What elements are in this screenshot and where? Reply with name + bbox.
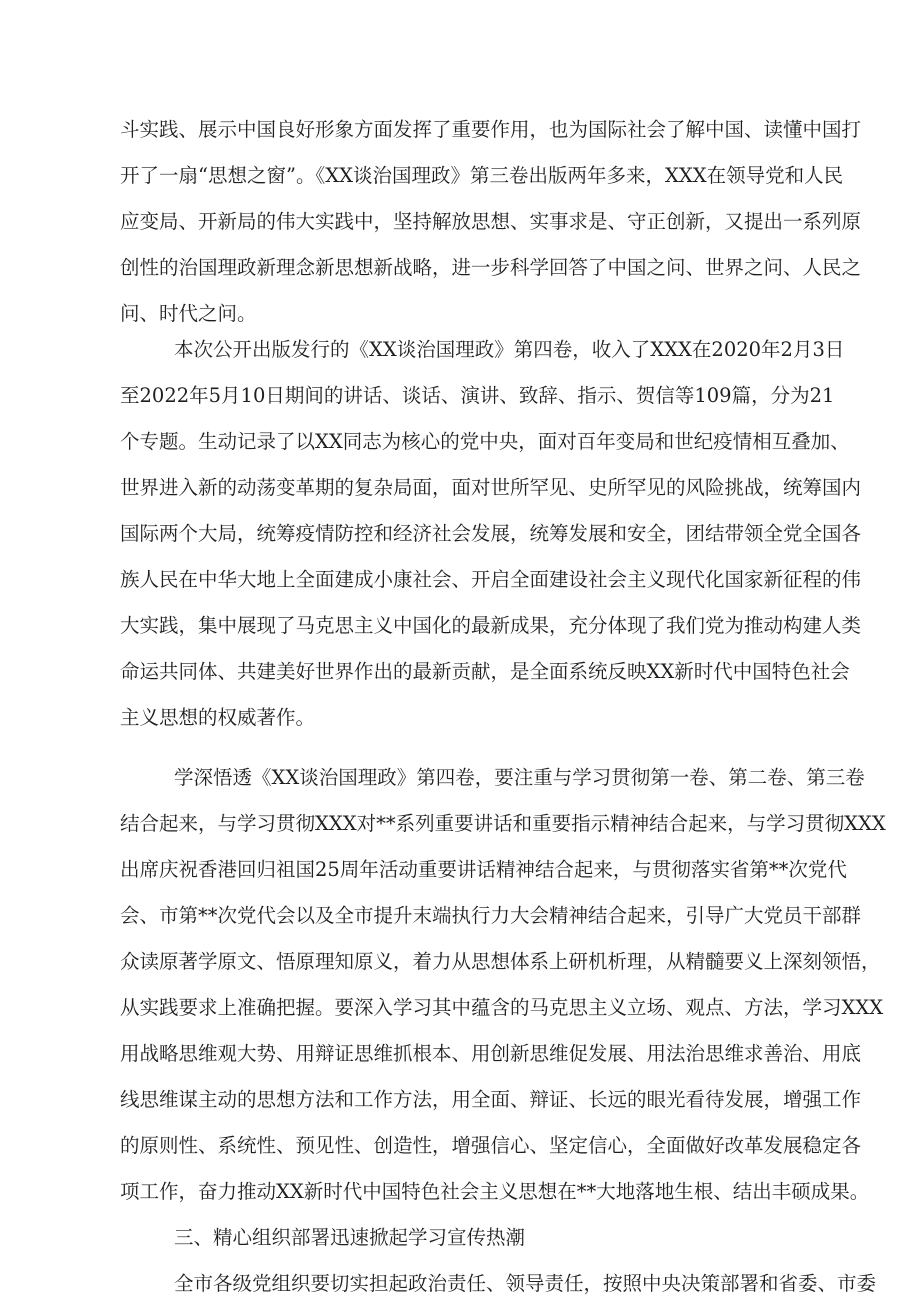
paragraph-1-line-1: 斗实践、展示中国良好形象方面发挥了重要作用，也为国际社会了解中国、读懂中国打	[120, 118, 862, 141]
paragraph-1-line-5: 问、时代之问。	[120, 302, 257, 325]
paragraph-3-line-3: 出席庆祝香港回归祖国25周年活动重要讲话精神结合起来，与贯彻落实省第**次党代	[120, 858, 847, 881]
paragraph-3-line-4: 会、市第**次党代会以及全市提升末端执行力大会精神结合起来，引导广大党员干部群	[120, 904, 862, 927]
paragraph-4-line-1: 全市各级党组织要切实担起政治责任、领导责任，按照中央决策部署和省委、市委	[174, 1272, 877, 1295]
paragraph-3-line-6: 从实践要求上准确把握。要深入学习其中蕴含的马克思主义立场、观点、方法，学习XXX	[120, 996, 884, 1019]
paragraph-1-line-3: 应变局、开新局的伟大实践中，坚持解放思想、实事求是、守正创新，又提出一系列原	[120, 210, 862, 233]
paragraph-2-line-3: 个专题。生动记录了以XX同志为核心的党中央，面对百年变局和世纪疫情相互叠加、	[120, 430, 850, 453]
paragraph-2-line-4: 世界进入新的动荡变革期的复杂局面，面对世所罕见、史所罕见的风险挑战，统筹国内	[120, 476, 862, 499]
paragraph-2-line-1: 本次公开出版发行的《XX谈治国理政》第四卷，收入了XXX在2020年2月3日	[174, 338, 845, 361]
paragraph-3-line-5: 众读原著学原文、悟原理知原义，着力从思想体系上研机析理，从精髓要义上深刻领悟，	[120, 950, 881, 973]
paragraph-2-line-8: 命运共同体、共建美好世界作出的最新贡献，是全面系统反映XX新时代中国特色社会	[120, 660, 850, 683]
paragraph-2-line-9: 主义思想的权威著作。	[120, 706, 316, 729]
paragraph-3-line-10: 项工作，奋力推动XX新时代中国特色社会主义思想在**大地落地生根、结出丰硕成果。	[120, 1180, 870, 1203]
paragraph-1-line-2: 开了一扇“思想之窗”。《XX谈治国理政》第三卷出版两年多来，XXX在领导党和人民	[120, 164, 844, 187]
paragraph-2-line-7: 大实践，集中展现了马克思主义中国化的最新成果，充分体现了我们党为推动构建人类	[120, 614, 862, 637]
section-heading-3: 三、精心组织部署迅速掀起学习宣传热潮	[174, 1226, 526, 1249]
paragraph-3-line-2: 结合起来，与学习贯彻XXX对**系列重要讲话和重要指示精神结合起来，与学习贯彻XXX	[120, 812, 886, 835]
paragraph-2-line-5: 国际两个大局，统筹疫情防控和经济社会发展，统筹发展和安全，团结带领全党全国各	[120, 522, 862, 545]
paragraph-3-line-9: 的原则性、系统性、预见性、创造性，增强信心、坚定信心，全面做好改革发展稳定各	[120, 1134, 862, 1157]
paragraph-3-line-1: 学深悟透《XX谈治国理政》第四卷，要注重与学习贯彻第一卷、第二卷、第三卷	[174, 766, 865, 789]
paragraph-2-line-6: 族人民在中华大地上全面建成小康社会、开启全面建设社会主义现代化国家新征程的伟	[120, 568, 862, 591]
paragraph-2-line-2: 至2022年5月10日期间的讲话、谈话、演讲、致辞、指示、贺信等109篇，分为21	[120, 384, 835, 407]
paragraph-3-line-8: 线思维谋主动的思想方法和工作方法，用全面、辩证、长远的眼光看待发展，增强工作	[120, 1088, 862, 1111]
paragraph-1-line-4: 创性的治国理政新理念新思想新战略，进一步科学回答了中国之问、世界之问、人民之	[120, 256, 862, 279]
paragraph-3-line-7: 用战略思维观大势、用辩证思维抓根本、用创新思维促发展、用法治思维求善治、用底	[120, 1042, 862, 1065]
